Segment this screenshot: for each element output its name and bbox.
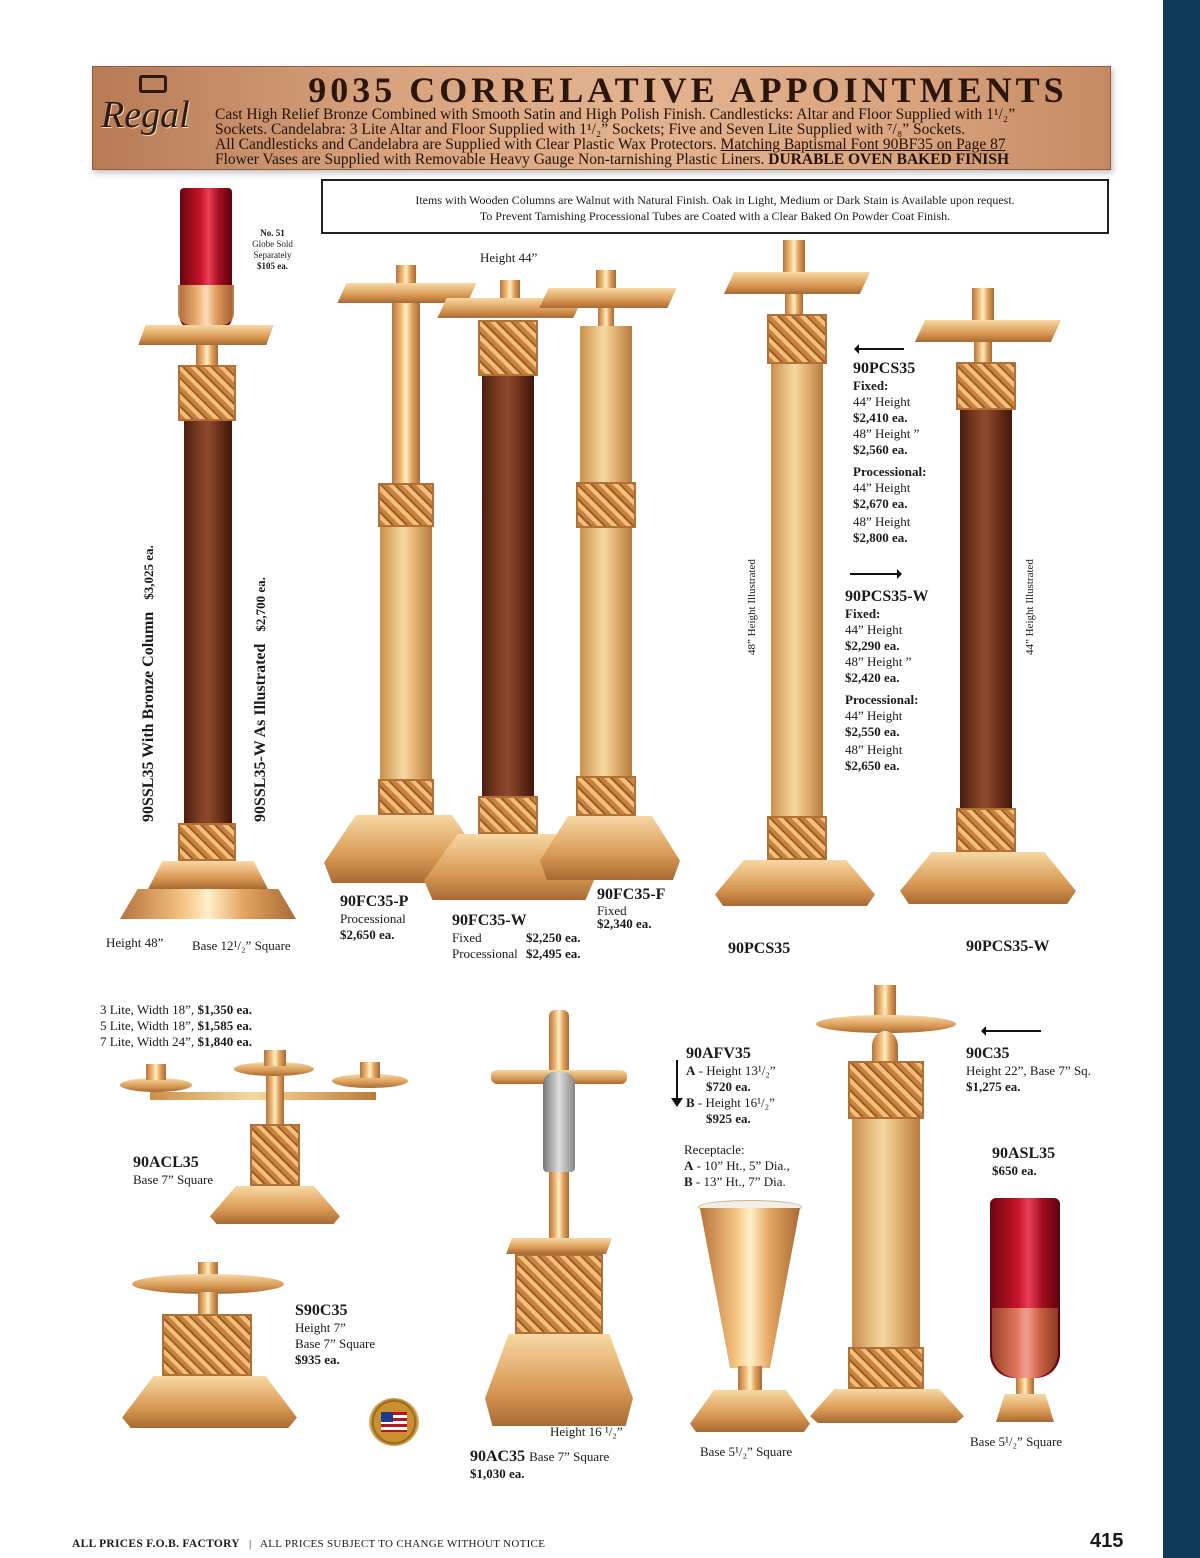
vase-illustration xyxy=(690,1200,810,1436)
acl-pricing: 3 Lite, Width 18”, $1,350 ea. 5 Lite, Width 18”, $1,585 ea. 7 Lite, Width 24”, $1,840 ea. xyxy=(100,1002,252,1049)
down-arrow-icon xyxy=(676,1060,678,1100)
afv-info: 90AFV35 A - Height 13¹/₂” $720 ea. B - Height 16¹/₂” $925 ea. xyxy=(686,1045,776,1126)
arrow-right-icon xyxy=(850,573,898,575)
header-line-2: Sockets. Candelabra: 3 Lite Altar and Floor Supplied with 1¹/₂” Sockets; Five and Seven Lite Supplied with ⁷/₈” Sockets. xyxy=(215,121,966,138)
ssl-base: Base 12¹/₂” Square xyxy=(192,938,291,953)
asl-illustration xyxy=(980,1198,1070,1424)
footer-disclaimer: ALL PRICES F.O.B. FACTORY | ALL PRICES SUBJECT TO CHANGE WITHOUT NOTICE xyxy=(72,1538,546,1550)
s90c35-label: S90C35 Height 7” Base 7” Square $935 ea. xyxy=(295,1302,376,1367)
globe-note: No. 51 Globe Sold Separately $105 ea. xyxy=(252,228,293,271)
regal-logo: Regal xyxy=(101,75,211,145)
pcs35-illustration xyxy=(715,240,885,910)
fc35-f-illustration xyxy=(540,270,710,900)
notice-line-1: Items with Wooden Columns are Walnut with Natural Finish. Oak in Light, Medium or Dark Stain is Available upon request. xyxy=(415,193,1015,207)
acl-label: 90ACL35 Base 7” Square xyxy=(133,1154,214,1187)
notice-line-2: To Prevent Tarnishing Processional Tubes are Coated with a Clear Baked On Powder Coat Finish. xyxy=(479,209,951,223)
down-arrow-head-icon xyxy=(671,1098,683,1107)
sanctuary-lamp-illustration xyxy=(100,185,330,925)
s90c35-illustration xyxy=(122,1262,302,1430)
pcs35-illustrated-note: 48” Height Illustrated xyxy=(746,559,758,655)
made-in-usa-seal xyxy=(369,1398,419,1446)
pcs35-info: 90PCS35 Fixed: 44” Height $2,410 ea. 48” Height ” $2,560 ea. Processional: 44” Height $2,670 ea. 48” Height $2,800 ea. xyxy=(853,360,927,545)
fc35-f-label: 90FC35-F Fixed $2,340 ea. xyxy=(597,886,666,931)
asl-base: Base 5¹/₂” Square xyxy=(970,1434,1063,1449)
arrow-left-icon xyxy=(985,1030,1041,1032)
ac-height: Height 16 ¹/₂” xyxy=(550,1424,623,1439)
fc35-w-label: 90FC35-W Fixed $2,250 ea. Processional $2,495 ea. xyxy=(452,912,581,961)
page-number: 415 xyxy=(1090,1530,1124,1552)
fc35-p-label: 90FC35-P Processional $2,650 ea. xyxy=(340,893,409,942)
notice-box xyxy=(321,179,1109,234)
header-banner xyxy=(92,66,1111,170)
header-line-4: Flower Vases are Supplied with Removable Heavy Gauge Non-tarnishing Plastic Liners. DURABLE OVEN BAKED FINISH xyxy=(215,151,1010,168)
pcs35w-illustrated-note: 44” Height Illustrated xyxy=(1024,559,1036,655)
arrow-left-icon xyxy=(858,348,904,350)
ac-label: 90AC35 Base 7” Square $1,030 ea. xyxy=(470,1448,610,1481)
c35-label: 90C35 Height 22”, Base 7” Sq. $1,275 ea. xyxy=(966,1045,1091,1094)
ssl-height: Height 48” xyxy=(106,935,164,950)
page-title: 9035 CORRELATIVE APPOINTMENTS xyxy=(308,70,1068,110)
ssl-variant-2: 90SSL35-W As Illustrated $2,700 ea. xyxy=(252,577,269,822)
header-line-1: Cast High Relief Bronze Combined with Smooth Satin and High Polish Finish. Candlesticks: Altar and Floor Supplied with 1¹/₂” xyxy=(215,106,1016,123)
pcs35w-caption: 90PCS35-W xyxy=(966,938,1050,955)
ssl-variant-1: 90SSL35 With Bronze Column $3,025 ea. xyxy=(140,545,157,822)
fc-height: Height 44” xyxy=(480,250,538,265)
afv-base: Base 5¹/₂” Square xyxy=(700,1444,793,1459)
candelabra-illustration xyxy=(120,1050,420,1230)
header-line-3: All Candlesticks and Candelabra are Supplied with Clear Plastic Wax Protectors. Matching Baptismal Font 90BF35 on Page 87 xyxy=(215,136,1006,153)
afv-receptacle: Receptacle: A - 10” Ht., 5” Dia., B - 13” Ht., 7” Dia. xyxy=(684,1142,790,1189)
crucifix-illustration xyxy=(485,1010,635,1450)
c35-illustration xyxy=(808,985,968,1425)
pcs35-caption: 90PCS35 xyxy=(728,940,791,957)
sidebar-stripe xyxy=(1163,0,1200,1558)
asl-label: 90ASL35 $650 ea. xyxy=(992,1145,1056,1178)
baptismal-font-link[interactable]: Matching Baptismal Font 90BF35 on Page 87 xyxy=(720,136,1006,153)
pcs35w-info: 90PCS35-W Fixed: 44” Height $2,290 ea. 48” Height ” $2,420 ea. Processional: 44” Height $2,550 ea. 48” Height $2,650 ea. xyxy=(845,588,929,773)
